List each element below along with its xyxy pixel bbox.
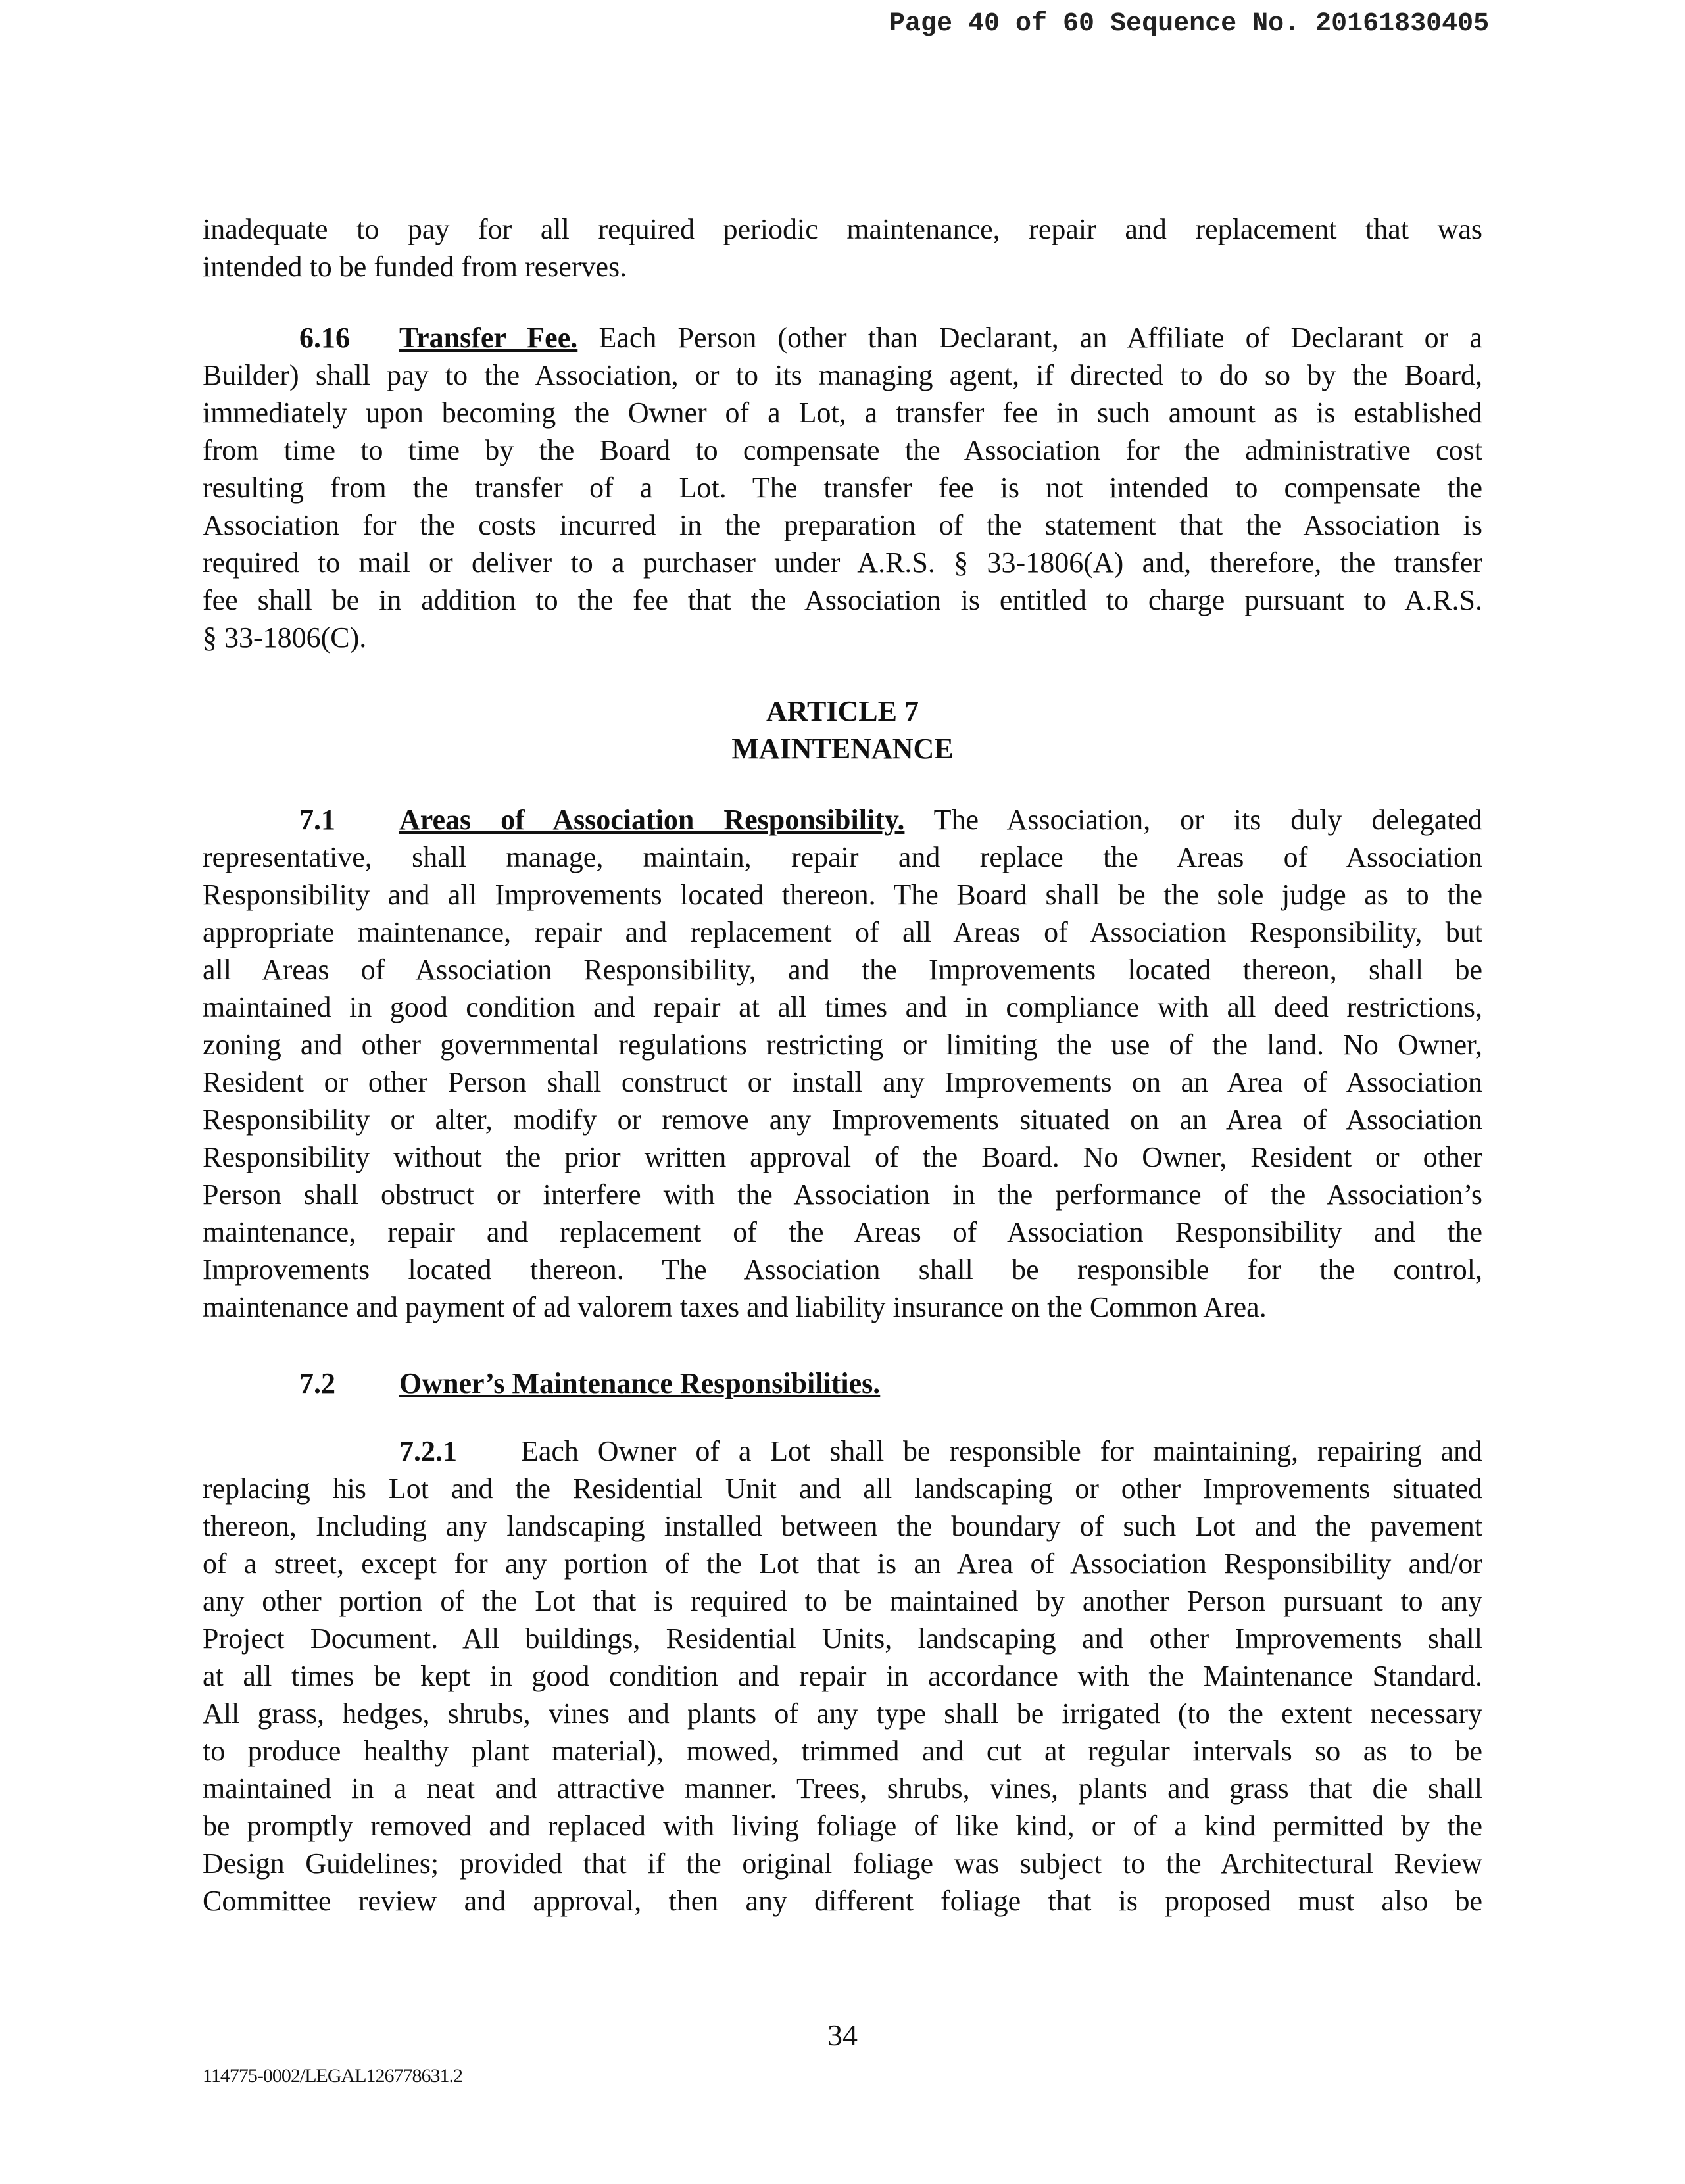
page-number: 34 (827, 2018, 858, 2052)
text-line: inadequate to pay for all required periodic maintenance, repair and replacement that was (203, 213, 1482, 245)
text-line: be promptly removed and replaced with living foliage of like kind, or of a kind permitted by the (203, 1810, 1482, 1842)
text-line: to produce healthy plant material), mowed, trimmed and cut at regular intervals so as to be (203, 1735, 1482, 1767)
text-line: immediately upon becoming the Owner of a Lot, a transfer fee in such amount as is established (203, 397, 1482, 429)
article-title: MAINTENANCE (731, 733, 954, 765)
section-heading: Owner’s Maintenance Responsibilities. (399, 1367, 881, 1399)
text-line: maintenance, repair and replacement of the Areas of Association Responsibility and the (203, 1216, 1482, 1248)
text-line: fee shall be in addition to the fee that the Association is entitled to charge pursuant to A.R.S. (203, 584, 1482, 616)
document-id-footer: 114775-0002/LEGAL126778631.2 (203, 2065, 463, 2087)
section-7-2 (203, 1365, 1482, 1402)
text-line: representative, shall manage, maintain, repair and replace the Areas of Association (203, 841, 1482, 873)
text-line: of a street, except for any portion of the Lot that is an Area of Association Responsibility and/or (203, 1547, 1482, 1580)
text-line: maintained in good condition and repair at all times and in compliance with all deed restrictions, (203, 991, 1482, 1023)
text-line: at all times be kept in good condition and repair in accordance with the Maintenance Standard. (203, 1660, 1482, 1692)
text-line: All grass, hedges, shrubs, vines and plants of any type shall be irrigated (to the extent necessary (203, 1697, 1482, 1730)
section-number: 7.1 (299, 804, 335, 836)
page-sequence-header: Page 40 of 60 Sequence No. 20161830405 (889, 9, 1490, 39)
text-line: Each Owner of a Lot shall be responsible for maintaining, repairing and (521, 1435, 1482, 1467)
text-line: Each Person (other than Declarant, an Affiliate of Declarant or a (598, 322, 1482, 354)
section-heading: Areas of Association Responsibility. (399, 804, 905, 836)
text-line: Responsibility without the prior written approval of the Board. No Owner, Resident or other (203, 1141, 1482, 1173)
text-line: maintenance and payment of ad valorem taxes and liability insurance on the Common Area. (203, 1291, 1267, 1323)
text-line: Person shall obstruct or interfere with the Association in the performance of the Association’s (203, 1178, 1482, 1211)
section-7-2-1 (203, 1432, 1482, 1920)
text-line: thereon, Including any landscaping installed between the boundary of such Lot and the pavement (203, 1510, 1482, 1542)
text-line: required to mail or deliver to a purchaser under A.R.S. § 33-1806(A) and, therefore, the transfer (203, 546, 1482, 579)
text-line: appropriate maintenance, repair and replacement of all Areas of Association Responsibility, but (203, 916, 1482, 948)
text-line: Resident or other Person shall construct or install any Improvements on an Area of Association (203, 1066, 1482, 1098)
text-line: maintained in a neat and attractive manner. Trees, shrubs, vines, plants and grass that die shall (203, 1772, 1482, 1805)
text-line: intended to be funded from reserves. (203, 251, 627, 283)
text-line: Responsibility or alter, modify or remove any Improvements situated on an Area of Association (203, 1104, 1482, 1136)
text-line: zoning and other governmental regulations restricting or limiting the use of the land. No Owner, (203, 1029, 1482, 1061)
text-line: The Association, or its duly delegated (933, 804, 1482, 836)
text-line: Design Guidelines; provided that if the original foliage was subject to the Architectural Review (203, 1847, 1482, 1880)
text-line: Responsibility and all Improvements located thereon. The Board shall be the sole judge as to the (203, 879, 1482, 911)
text-line: § 33-1806(C). (203, 621, 367, 654)
text-line: Project Document. All buildings, Residential Units, landscaping and other Improvements shall (203, 1622, 1482, 1655)
section-6-16 (203, 319, 1482, 656)
section-7-1 (203, 801, 1482, 1326)
article-heading (203, 692, 1482, 767)
text-line: all Areas of Association Responsibility, and the Improvements located thereon, shall be (203, 954, 1482, 986)
section-number: 7.2 (299, 1367, 335, 1399)
text-line: Builder) shall pay to the Association, or to its managing agent, if directed to do so by the Board, (203, 359, 1482, 391)
text-line: Improvements located thereon. The Association shall be responsible for the control, (203, 1253, 1482, 1286)
text-line: any other portion of the Lot that is required to be maintained by another Person pursuant to any (203, 1585, 1482, 1617)
article-number: ARTICLE 7 (766, 695, 919, 727)
text-line: Committee review and approval, then any different foliage that is proposed must also be (203, 1885, 1482, 1917)
section-heading: Transfer Fee. (399, 322, 578, 354)
section-number: 6.16 (299, 322, 350, 354)
text-line: replacing his Lot and the Residential Unit and all landscaping or other Improvements situated (203, 1472, 1482, 1505)
text-line: Association for the costs incurred in the preparation of the statement that the Association is (203, 509, 1482, 541)
text-line: from time to time by the Board to compensate the Association for the administrative cost (203, 434, 1482, 466)
text-line: resulting from the transfer of a Lot. The transfer fee is not intended to compensate the (203, 472, 1482, 504)
section-number: 7.2.1 (399, 1435, 457, 1467)
paragraph-continuation (203, 210, 1482, 285)
